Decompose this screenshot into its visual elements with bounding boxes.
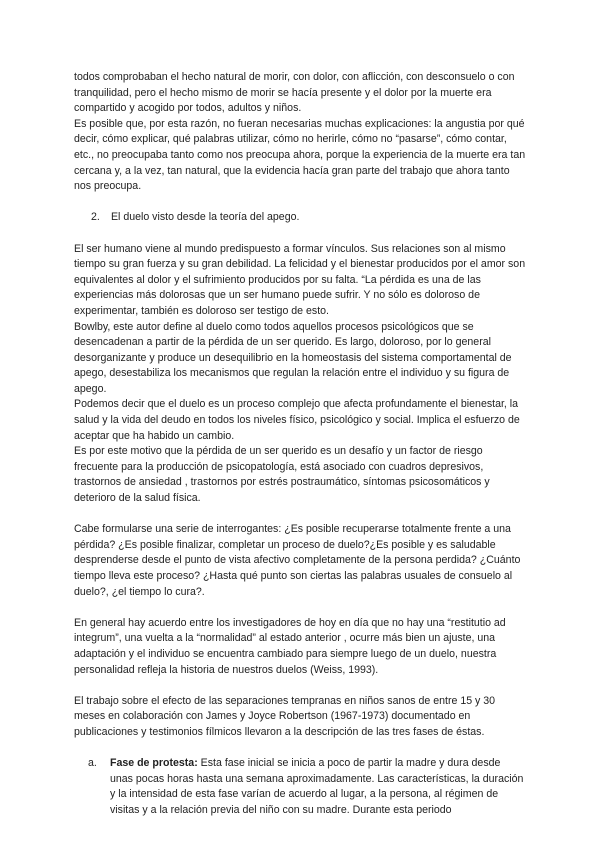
- list-marker: a.: [88, 757, 97, 770]
- section-number: 2.: [91, 211, 100, 224]
- paragraph-bowlby: Bowlby, este autor define al duelo como todos aquellos procesos psicológicos que se desencadenan a partir de la pérdida de un ser querido. Es largo, doloroso, por lo general desorganizante y produce un desequilibrio en la homeostasis del sistema comportamental de apego, desestabiliza los mecanismos que regulan la relación entre el individuo y su figura de apego.: [74, 320, 512, 395]
- paragraph-factor-riesgo: Es por este motivo que la pérdida de un ser querido es un desafío y un factor de riesgo frecuente para la producción de psicopatología, está asociado con cuadros depresivos, trastornos de ansiedad , trastornos por estrés postraumático, síntomas psicosomáticos y deterioro de la salud física.: [74, 445, 490, 505]
- paragraph-vinculos: El ser humano viene al mundo predispuesto a formar vínculos. Sus relaciones son al mismo tiempo su gran fuerza y su gran debilidad. La felicidad y el bienestar producidos por el amor son equivalentes al dolor y el sufrimiento producidos por su falta. “La pérdida es una de las experiencias más dolorosas que un ser humano puede sufrir. Y no sólo es doloroso de experimentar, también es doloroso ser testigo de esto.: [74, 242, 526, 317]
- list-item-fase-protesta: [74, 756, 526, 818]
- paragraph-explicaciones: Es posible que, por esta razón, no fueran necesarias muchas explicaciones: la angustia por qué decir, cómo explicar, qué palabras utilizar, cómo no herirle, cómo no “pasarse”, cómo contar, etc., no preocupaba tanto como nos preocupa ahora, porque la experiencia de la muerte era tan cercana y, a la vez, tan natural, que la evidencia hacía gran parte del trabajo que ahora tanto nos preocupa.: [74, 117, 526, 193]
- paragraph-interrogantes: Cabe formularse una serie de interrogantes: ¿Es posible recuperarse totalmente frente a una pérdida? ¿Es posible finalizar, completar un proceso de duelo?¿Es posible y es saludable desprenderse desde el punto de vista afectivo completamente de la persona perdida? ¿Cuánto tiempo lleva este proceso? ¿Hasta qué punto son ciertas las palabras usuales de consuelo al duelo?, ¿el tiempo lo cura?.: [74, 523, 521, 598]
- phase-text: Esta fase inicial se inicia a poco de partir la madre y dura desde unas pocas horas hasta una semana aproximadamente. Las características, la duración y la intensidad de esta fase varían de acuerdo al lugar, a la persona, al régimen de visitas y a la relación previa del niño con su madre. Durante esta periodo: [110, 757, 524, 816]
- paragraph-proceso-complejo: Podemos decir que el duelo es un proceso complejo que afecta profundamente el bienestar, la salud y la vida del deudo en todos los niveles físico, psicológico y social. Implica el esfuerzo de aceptar que ha habido un cambio.: [74, 398, 520, 442]
- phase-title: Fase de protesta:: [110, 757, 198, 770]
- section-title: El duelo visto desde la teoría del apego.: [110, 211, 300, 224]
- section-heading: [74, 210, 526, 226]
- paragraph-robertson: El trabajo sobre el efecto de las separaciones tempranas en niños sanos de entre 15 y 30 meses en colaboración con James y Joyce Robertson (1967-1973) documentado en publicaciones y testimonios fílmicos llevaron a la descripción de las tres fases de éstas.: [74, 694, 496, 738]
- paragraph-morir: todos comprobaban el hecho natural de morir, con dolor, con aflicción, con desconsuelo o con tranquilidad, pero el hecho mismo de morir se hacía presente y el dolor por la muerte era compartido y acogido por todos, adultos y niños.: [74, 71, 515, 115]
- paragraph-acuerdo: En general hay acuerdo entre los investigadores de hoy en día que no hay una “restitutio ad integrum”, una vuelta a la “normalidad” al estado anterior , ocurre más bien un ajuste, una adaptación y el individuo se encuentra cambiado para siempre luego de un duelo, nuestra personalidad refleja la historia de nuestros duelos (Weiss, 1993).: [74, 616, 506, 676]
